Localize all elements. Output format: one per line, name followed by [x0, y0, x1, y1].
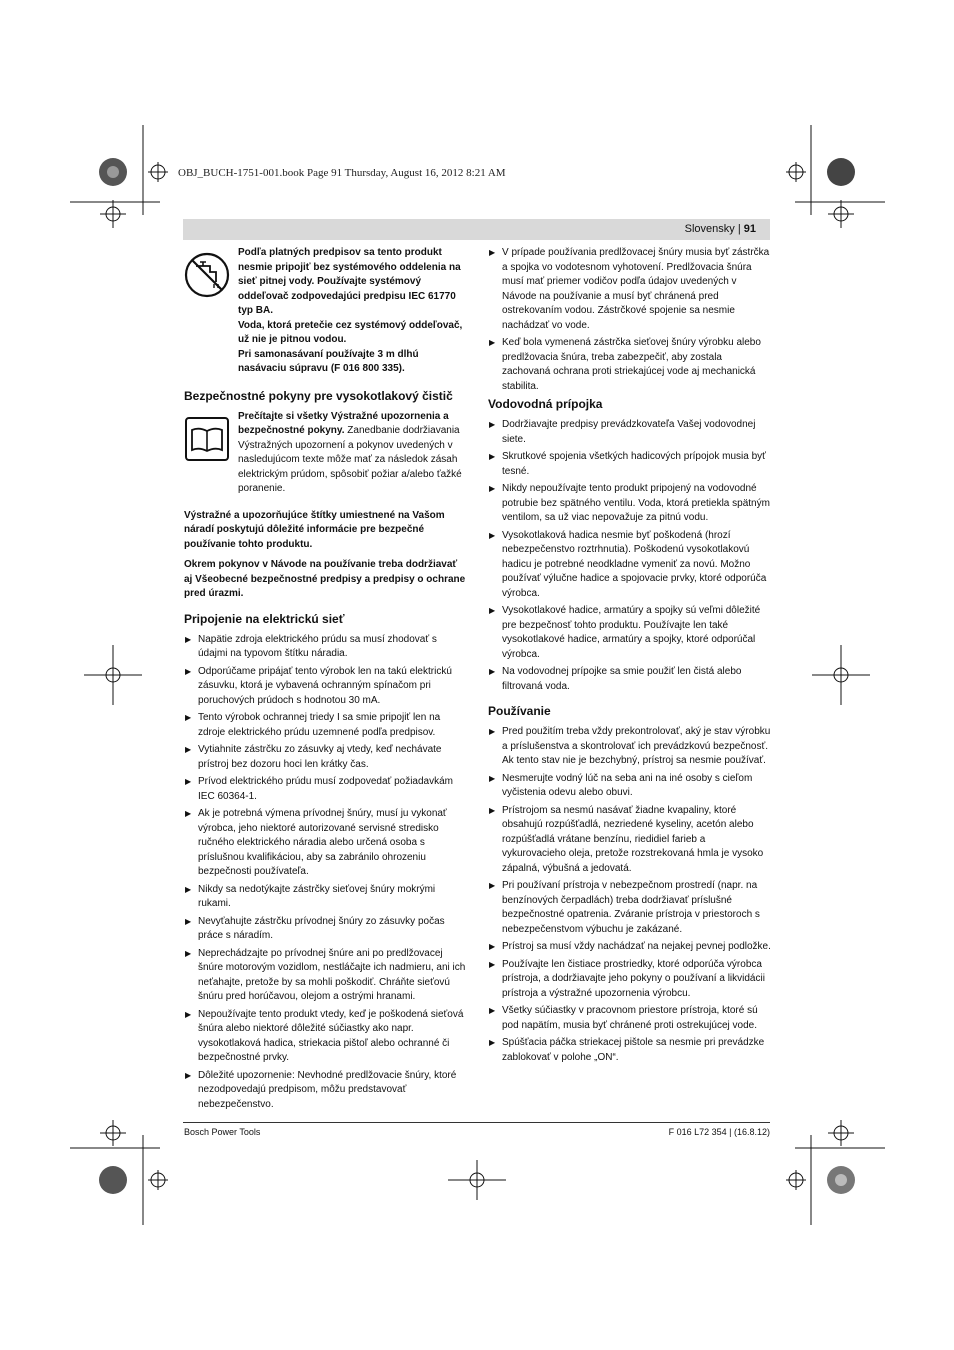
read-instructions-note — [184, 410, 467, 497]
page-header-bar — [183, 219, 770, 240]
water-connection-list — [488, 418, 771, 694]
list-item: ▶ Spúšťacia páčka striekacej pištole sa nesmie pri prevádzke zablokovať v polohe „ON“. — [488, 1036, 771, 1065]
safety-heading: Bezpečnostné pokyny pre vysokotlakový čistič — [184, 388, 453, 403]
list-item: ▶ Vytiahnite zástrčku zo zásuvky aj vtedy, keď nechávate prístroj bez dozoru hoci len krátky čas. — [184, 743, 467, 772]
read-manual-icon — [184, 416, 230, 462]
list-item: ▶ Skrutkové spojenia všetkých hadicových prípojok musia byť tesné. — [488, 450, 771, 479]
footer-brand: Bosch Power Tools — [184, 1127, 261, 1137]
list-item: ▶ Nesmerujte vodný lúč na seba ani na iné osoby s cieľom vyčistenia odevu alebo obuvi. — [488, 772, 771, 801]
list-item: ▶ Nepoužívajte tento produkt vtedy, keď je poškodená sieťová šnúra alebo niektoré dôležité súčiastky ako napr. vysokotlaková hadica, striekacia pištoľ alebo ochranné či bezpečnostné prvky. — [184, 1008, 467, 1066]
list-item: ▶ Napätie zdroja elektrického prúdu sa musí zhodovať s údajmi na typovom štítku náradia. — [184, 633, 467, 662]
water-supply-note — [184, 246, 467, 377]
list-item: ▶ Odporúčame pripájať tento výrobok len na takú elektrickú zásuvku, ktorá je vybavená ochranným spínačom pri poruchových prúdoch s hodnotou 30 mA. — [184, 665, 467, 709]
list-item: ▶ Pred použitím treba vždy prekontrolovať, aký je stav výrobku a príslušenstva a skontrolovať ich prevádzkovú bezpečnosť. Ak tento stav nie je bezchybný, prístroj sa nesmie používať. — [488, 725, 771, 769]
footer-doc-number: F 016 L72 354 | (16.8.12) — [668, 1127, 770, 1137]
water-note-line: Pri samonasávaní používajte 3 m dlhú nasávaciu súpravu (F 016 800 335). — [238, 348, 419, 374]
list-item: ▶ Prístrojom sa nesmú nasávať žiadne kvapaliny, ktoré obsahujú rozpúšťadlá, nezriedené kyseliny, acetón alebo rozpúšťadlá vrátane benzínu, riedidiel farieb a vykurovacieho oleja, pretože rozstrekovaná hmla je vysoko zápalná, výbušná a jedovatá. — [488, 804, 771, 877]
list-item: ▶ Prístroj sa musí vždy nachádzať na nejakej pevnej podložke. — [488, 940, 771, 955]
left-column — [184, 246, 467, 1115]
footer-rule — [183, 1122, 770, 1123]
list-item: ▶ Dôležité upozornenie: Nevhodné predlžovacie šnúry, ktoré nezodpovedajú predpisom, môžu predstavovať nebezpečenstvo. — [184, 1069, 467, 1113]
list-item: ▶ Pri používaní prístroja v nebezpečnom prostredí (napr. na benzínových čerpadlách) treba dodržiavať príslušné bezpečnostné opatrenia. Zváranie prístroja v priestoroch s nebezpečenstvom výbuchu je zakázané. — [488, 879, 771, 937]
usage-heading: Používanie — [488, 704, 551, 718]
list-item: ▶ Vysokotlaková hadica nesmie byť poškodená (hrozí nebezpečenstvo roztrhnutia). Poškodenú vysokotlakovú hadicu je potrebné neodkladne vymeniť za novú. Možno používať výlučne hadice a spojovacie prvky, ktoré odporúča výrobca. — [488, 529, 771, 602]
print-slug: OBJ_BUCH-1751-001.book Page 91 Thursday, August 16, 2012 8:21 AM — [178, 167, 506, 179]
list-item: ▶ Keď bola vymenená zástrčka sieťovej šnúry výrobku alebo predlžovacia šnúra, treba zabezpečiť, aby zostala zachovaná ochrana proti striekajúcej vode aj mechanická stabilita. — [488, 336, 771, 394]
list-item: ▶ Nevyťahujte zástrčku prívodnej šnúry zo zásuvky počas práce s náradím. — [184, 915, 467, 944]
header-language: Slovensky — [684, 223, 735, 235]
list-item: ▶ Nikdy nepoužívajte tento produkt pripojený na vodovodné potrubie bez spätného ventilu. Voda, ktorá pretiekla spätným ventilom, sa už viac nepovažuje za pitnú vodu. — [488, 482, 771, 526]
list-item: ▶ Všetky súčiastky v pracovnom priestore prístroja, ktoré sú pod napätím, musia byť chránené proti ostrekujúcej vode. — [488, 1004, 771, 1033]
list-item: ▶ Prívod elektrického prúdu musí zodpovedať požiadavkám IEC 60364-1. — [184, 775, 467, 804]
list-item: ▶ Dodržiavajte predpisy prevádzkovateľa Vašej vodovodnej siete. — [488, 418, 771, 447]
right-column — [488, 246, 771, 1068]
electric-list — [184, 633, 467, 1113]
page-header: Slovensky | 91 — [684, 223, 756, 235]
list-item: ▶ V prípade používania predlžovacej šnúry musia byť zástrčka a spojka vo vodotesnom vyhotovení. Predlžovacia šnúra musí mať priemer vodičov podľa údajov uvedených v Návode na používanie a musí byť chránená pred ostrekovaním vodou. Zástrčkové spojenie sa nesmie nachádzať vo vode. — [488, 246, 771, 333]
extension-cord-list — [488, 246, 771, 394]
water-note-line: Podľa platných predpisov sa tento produkt nesmie pripojiť bez systémového oddelenia na sieť pitnej vody. Používajte systémový oddeľovač zodpovedajúci predpisu IEC 61770 typ BA. — [238, 247, 461, 316]
list-item: ▶ Nikdy sa nedotýkajte zástrčky sieťovej šnúry mokrými rukami. — [184, 883, 467, 912]
list-item: ▶ Ak je potrebná výmena prívodnej šnúry, musí ju vykonať výrobca, jeho niektoré autorizované servisné stredisko ručného elektrického náradia alebo určená osoba s príslušnou kvalifikáciou, aby sa zabránilo ohrozeniu bezpečnosti používateľa. — [184, 807, 467, 880]
electric-heading: Pripojenie na elektrickú sieť — [184, 611, 345, 626]
water-note-text — [238, 246, 467, 377]
page-number: 91 — [743, 223, 756, 235]
list-item: ▶ Na vodovodnej prípojke sa smie použiť len čistá alebo filtrovaná voda. — [488, 665, 771, 694]
read-note-rest: Zanedbanie dodržiavania Výstražných upozornení a pokynov uvedených v nasledujúcom texte môže mať za následok zásah elektrickým prúdom, spôsobiť požiar a/alebo ťažké poranenie. — [238, 425, 462, 494]
usage-list — [488, 725, 771, 1065]
warning-labels-paragraph: Výstražné a upozorňujúce štítky umiestnené na Vašom náradí poskytujú dôležité informácie pre bezpečné používanie tohto produktu. — [184, 509, 445, 550]
read-note-bold: Prečítajte si všetky Výstražné upozornenia a bezpečnostné pokyny. — [238, 410, 449, 436]
no-drinking-water-icon — [184, 252, 230, 298]
water-connection-heading: Vodovodná prípojka — [488, 397, 603, 411]
read-note-text — [238, 410, 467, 497]
water-note-line: Voda, ktorá pretečie cez systémový oddeľovač, už nie je pitnou vodou. — [238, 319, 463, 345]
list-item: ▶ Vysokotlakové hadice, armatúry a spojky sú veľmi dôležité pre bezpečnosť tohto produktu. Používajte len také vysokotlakové hadice, armatúry a spojky, ktoré odporúčal výrobca. — [488, 604, 771, 662]
general-rules-paragraph: Okrem pokynov v Návode na používanie treba dodržiavať aj Všeobecné bezpečnostné predpisy a predpisy o ochrane pred úrazmi. — [184, 559, 466, 599]
list-item: ▶ Neprechádzajte po prívodnej šnúre ani po predlžovacej šnúre motorovým vozidlom, nestláčajte ich nadmieru, ani ich neťahajte, pretože by sa mohli poškodiť. Chráňte sieťovú šnúru pred horúčavou, olejom a ostrými hranami. — [184, 947, 467, 1005]
list-item: ▶ Tento výrobok ochrannej triedy I sa smie pripojiť len na zdroje elektrického prúdu uzemnené podľa predpisov. — [184, 711, 467, 740]
list-item: ▶ Používajte len čistiace prostriedky, ktoré odporúča výrobca prístroja, a dodržiavajte jeho pokyny o používaní a likvidácii prístroja a výstražné upozornenia výrobcu. — [488, 958, 771, 1002]
